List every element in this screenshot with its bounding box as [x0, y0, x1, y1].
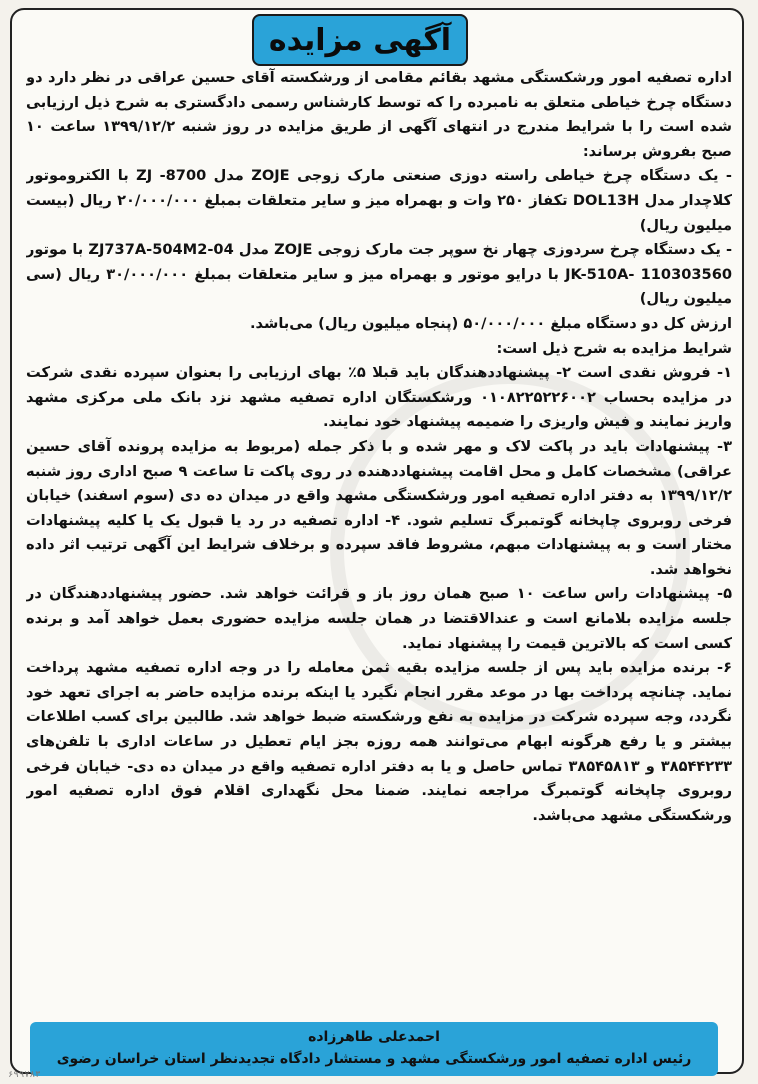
notice-title: آگهی مزایده	[252, 14, 468, 66]
notice-body	[26, 66, 732, 994]
condition-1-2: ۱- فروش نقدی است ۲- پیشنهاددهندگان باید قبلا ۵٪ بهای ارزیابی را بعنوان سپرده نقدی شرکت در مزایده بحساب ۰۱۰۸۲۲۵۲۲۶۰۰۲ ورشکستگان اداره تصفیه مشهد نزد بانک ملی مرکزی مشهد واریز نمایند و فیش واریزی را ضمیمه پیشنهاد خود نمایند.	[26, 364, 732, 431]
signature-block	[30, 1022, 718, 1076]
condition-6: ۶- برنده مزایده باید پس از جلسه مزایده بقیه ثمن معامله را در وجه اداره تصفیه مشهد پرداخت نماید. چنانچه پرداخت بها در موعد مقرر انجام نگیرد یا اینکه برنده مزایده حاضر به اجرای تعهد خود نگردد، وجه سپرده شرکت در مزایده به نفع ورشکسته ضبط خواهد شد. طالبین برای کسب اطلاعات بیشتر و یا رفع هرگونه ابهام می‌توانند همه روزه بجز ایام تعطیل در ساعات اداری با تلفن‌های ۳۸۵۴۴۲۳۳ و ۳۸۵۴۵۸۱۳ تماس حاصل و یا به دفتر اداره تصفیه واقع در میدان ده دی- خیابان فرخی روبروی چاپخانه گوتمبرگ مراجعه نمایند. ضمنا محل نگهداری اقلام فوق اداره تصفیه امور ورشکستگی مشهد می‌باشد.	[26, 659, 732, 824]
item-2-paragraph: - یک دستگاه چرخ سردوزی چهار نخ سوپر جت مارک زوجی ZOJE مدل ZJ737A-504M2-04 با موتور JK-510A- 110303560 با درایو موتور و بهمراه میز و سایر متعلقات بمبلغ ۳۰/۰۰۰/۰۰۰ ریال (سی میلیون ریال)	[26, 241, 732, 308]
condition-3-4: ۳- پیشنهادات باید در پاکت لاک و مهر شده و با ذکر جمله (مربوط به مزایده پرونده آقای حسین عراقی) مشخصات کامل و محل اقامت پیشنهاددهنده در روی پاکت تا ساعت ۹ صبح اداری روز شنبه ۱۳۹۹/۱۲/۲ به دفتر اداره تصفیه امور ورشکستگی مشهد واقع در میدان ده دی (سوم اسفند) خیابان فرخی روبروی چاپخانه گوتمبرگ تسلیم شود. ۴- اداره تصفیه در رد یا قبول یک یا کلیه پیشنهادات مختار است و به پیشنهادات مبهم، مشروط فاقد سپرده و برخلاف شرایط این آگهی ترتیب اثر داده نخواهد شد.	[26, 437, 732, 578]
conditions-heading: شرایط مزایده به شرح ذیل است:	[496, 339, 732, 357]
signer-name: احمدعلی طاهرزاده	[308, 1029, 440, 1045]
signer-role: رئیس اداره تصفیه امور ورشکستگی مشهد و مستشار دادگاه تجدیدنظر استان خراسان رضوی	[56, 1051, 692, 1067]
item-1-paragraph: - یک دستگاه چرخ خیاطی راسته دوزی صنعتی مارک زوجی ZOJE مدل ZJ -8700 با الکتروموتور کلاچدار مدل DOL13H تکفاز ۲۵۰ وات و بهمراه میز و سایر متعلقات بمبلغ ۲۰/۰۰۰/۰۰۰ ریال (بیست میلیون ریال)	[26, 167, 732, 234]
condition-5: ۵- پیشنهادات راس ساعت ۱۰ صبح همان روز باز و قرائت خواهد شد. حضور پیشنهاددهندگان در جلسه مزایده بلامانع است و عندالاقتضا در همان جلسه مزایده حضوری بعمل خواهد آمد و برنده کسی است که بالاترین قیمت را پیشنهاد نماید.	[26, 585, 732, 652]
ad-code: ۶۹۹۷۸۳	[8, 1070, 41, 1080]
intro-paragraph: اداره تصفیه امور ورشکستگی مشهد بقائم مقامی از ورشکسته آقای حسین عراقی در نظر دارد دو دستگاه چرخ خیاطی متعلق به نامبرده را که توسط کارشناس رسمی دادگستری به شرح ذیل ارزیابی شده است را با شرایط مندرج در انتهای آگهی از طریق مزایده در روز شنبه ۱۳۹۹/۱۲/۲ ساعت ۱۰ صبح بفروش برساند:	[26, 69, 732, 160]
total-value-paragraph: ارزش کل دو دستگاه مبلغ ۵۰/۰۰۰/۰۰۰ (پنجاه میلیون ریال) می‌باشد.	[250, 314, 732, 332]
